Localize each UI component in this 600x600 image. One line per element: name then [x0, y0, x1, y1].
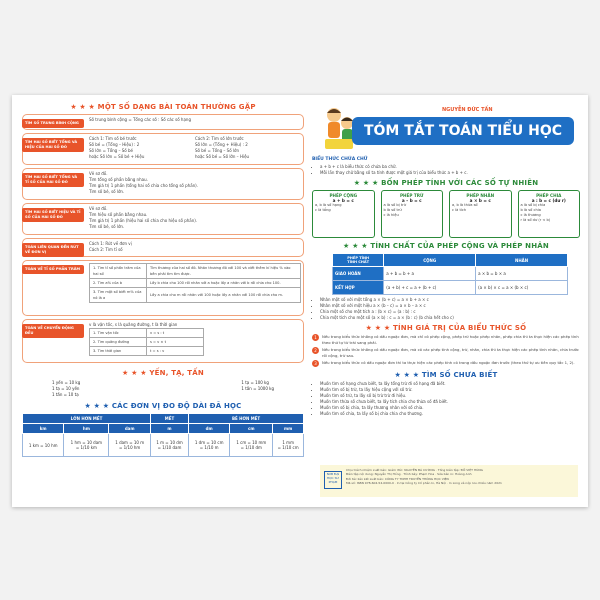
op-sub: PHÉP TRỪ a – b = c a là số bị trừ b là số trừ c là hiệu: [381, 190, 444, 238]
header: [312, 101, 580, 155]
section-title-problems: ★ ★ ★ MỘT SỐ DẠNG BÀI TOÁN THƯỜNG GẶP: [70, 103, 256, 111]
mass-units: 1 yến = 10 kg 1 tạ = 10 yến 1 tấn = 10 tạ 1 tạ = 100 kg 1 tấn = 1000 kg: [52, 380, 274, 397]
card-tag: TÌM HAI SỐ BIẾT TỔNG VÀ TỈ SỐ CỦA HAI SỐ ĐÓ: [22, 173, 84, 187]
op-mul: PHÉP NHÂN a × b = c a, b là thừa số c là tích: [449, 190, 512, 238]
card-tag: TOÁN VỀ TỈ SỐ PHẦN TRĂM: [22, 265, 84, 274]
page-title: TÓM TẮT TOÁN TIỂU HỌC: [352, 117, 574, 145]
subtitle-expression: BIỂU THỨC CHỨA CHỮ: [312, 157, 368, 162]
card-diff-ratio: TÌM HAI SỐ BIẾT HIỆU VÀ TỈ SỐ CỦA HAI SỐ ĐÓ Vẽ sơ đồ. Tìm hiệu số phần bằng nhau. Tìm giá trị 1 phần (hiệu hai số chia cho hiệu số phần). Tìm số bé, số lớn.: [22, 203, 304, 235]
op-div: PHÉP CHIA a : b = c (dư r) a là số bị chia b là số chia c là thương r là số dư (r < b): [518, 190, 581, 238]
length-units-table: LỚN HƠN MÉT MÉT BÉ HƠN MÉT km hm dam m dm cm mm 1 km = 10 hm 1 hm = 10 dam = 1/10 km 1 dam = 10 m = 1/10 hm 1 m = 10 dm = 1/10 dam 1 dm = 10 cm = 1/10 m 1 cm = 10 mm = 1/10 dm 1 mm = 1/10 cm: [22, 413, 304, 457]
operations: [312, 190, 580, 238]
author: NGUYỄN ĐỨC TẤN: [442, 107, 493, 113]
properties-table: PHÉP TÍNH TÍNH CHẤT CỘNG NHÂN GIAO HOÁN a + b = b + a a × b = b × a KẾT HỢP (a + b) + c = a + (b + c) (a × b) × c = a × (b × c): [332, 253, 568, 295]
section-title-length: ★ ★ ★ CÁC ĐƠN VỊ ĐO ĐỘ DÀI ĐÃ HỌC: [84, 402, 242, 410]
left-column: [22, 103, 304, 501]
card-percent: [22, 260, 304, 316]
card-sum-ratio: TÌM HAI SỐ BIẾT TỔNG VÀ TỈ SỐ CỦA HAI SỐ ĐÓ Vẽ sơ đồ. Tìm tổng số phần bằng nhau. Tìm giá trị 1 phần (tổng hai số chia cho tổng số phần). Tìm số bé, số lớn.: [22, 168, 304, 200]
publisher-logo-icon: NXB ĐẠI HỌC SƯ PHẠM: [324, 471, 342, 489]
unknown-rules: • Muốn tìm số hạng chưa biết, ta lấy tổng trừ đi số hạng đã biết. • Muốn tìm số bị trừ, ta lấy hiệu cộng với số trừ. • Muốn tìm số trừ, ta lấy số bị trừ trừ đi hiệu. • Muốn tìm thừa số chưa biết, ta lấy tích chia cho thừa số đã biết. • Muốn tìm số bị chia, ta lấy thương nhân với số chia. • Muốn tìm số chia, ta lấy số bị chia chia cho thương.: [312, 381, 580, 417]
section-title-unknown: ★ ★ ★ TÌM SỐ CHƯA BIẾT: [394, 371, 498, 379]
expression-list: • a + b + c là biểu thức có chứa ba chữ. • Mỗi lần thay chữ bằng số ta tính được một giá trị của biểu thức a + b + c.: [312, 164, 580, 176]
mul-rules: • Nhân một số với một tổng a × (b + c) = a × b + a × c • Nhân một số với một hiệu a × (b – c) = a × b – a × c • Chia một số cho một tích a : (b × c) = (a : b) : c • Chia một tích cho một số (a × b) : c = a × (b : c) (b chia hết cho c): [312, 297, 580, 321]
op-add: PHÉP CỘNG a + b = c a, b là số hạng c là tổng: [312, 190, 375, 238]
card-unit: TOÁN LIÊN QUAN ĐẾN RÚT VỀ ĐƠN VỊ Cách 1: Rút về đơn vị Cách 2: Tìm tỉ số: [22, 238, 304, 257]
kids-illustration-icon: [322, 103, 356, 153]
card-average: TÌM SỐ TRUNG BÌNH CỘNG Số trung bình cộng = Tổng các số : Số các số hạng: [22, 114, 304, 130]
expr-rule-1: 1 Nếu trong biểu thức không có dấu ngoặc đơn, mà chỉ có phép cộng, phép trừ hoặc phép nhân, phép chia thì ta thực hiện các phép tính theo thứ tự từ trái sang phải.: [312, 334, 580, 345]
card-tag: TÌM SỐ TRUNG BÌNH CỘNG: [22, 119, 84, 128]
right-column: [312, 101, 580, 501]
card-sum-diff: TÌM HAI SỐ BIẾT TỔNG VÀ HIỆU CỦA HAI SỐ ĐÓ Cách 1: Tìm số bé trước Số bé = (Tổng – Hiệu) : 2 Số lớn = Tổng – Số bé hoặc Số lớn = Số bé + Hiệu Cách 2: Tìm số lớn trước Số lớn = (Tổng + Hiệu) : 2 Số bé = Tổng – Số lớn hoặc Số bé = Số lớn – Hiệu: [22, 133, 304, 165]
section-title-props: ★ ★ ★ TÍNH CHẤT CỦA PHÉP CỘNG VÀ PHÉP NHÂN: [343, 242, 549, 250]
percent-table: 1. Tìm tỉ số phần trăm của hai số Tìm thương của hai số đó. Nhân thương đó với 100 và viết thêm kí hiệu % vào bên phải tìm tìm được. 2. Tìm a% của b Lấy b chia cho 100 rồi nhân với a hoặc lấy a nhân với b rồi chia cho 100. 3. Tìm một số biết m% của nó là a Lấy a chia cho m rồi nhân với 100 hoặc lấy a nhân với 100 rồi chia cho m.: [89, 263, 301, 303]
card-tag: TÌM HAI SỐ BIẾT TỔNG VÀ HIỆU CỦA HAI SỐ ĐÓ: [22, 138, 84, 152]
publisher-footer: NXB ĐẠI HỌC SƯ PHẠM Chịu trách nhiệm xuất bản: Giám đốc: NGUYỄN BÁ CƯỜNG · Tổng biên tập: ĐỖ VIỆT HÙNG Biên tập nội dung: Nguyễn Thị Hồng · Trình bày: Phạm Hoa · Sửa bản in: Hoàng Anh Đối tác liên kết xuất bản: CÔNG TY TNHH TRUYỀN THÔNG HỌC VIỆN Mã số: ISBN 978-604-54-0000-0 · In tại Công ty Cổ phần In, Hà Nội · In xong và nộp lưu chiểu năm 2021: [320, 465, 578, 497]
card-motion: TOÁN VỀ CHUYỂN ĐỘNG ĐỀU v là vận tốc, s là quãng đường, t là thời gian 1. Tìm vận tốc v = s : t 2. Tìm quãng đường s = v × t 3. Tìm thời gian t = s : v: [22, 319, 304, 363]
expr-rule-3: 3 Nếu trong biểu thức có dấu ngoặc đơn thì ta thực hiện các phép tính có trong dấu ngoặc đơn trước (theo thứ tự ưu tiên quy tắc 1, 2).: [312, 360, 580, 367]
section-title-expr: ★ ★ ★ TÍNH GIÁ TRỊ CỦA BIỂU THỨC SỐ: [365, 324, 527, 332]
poster: [12, 95, 588, 507]
motion-table: 1. Tìm vận tốc v = s : t 2. Tìm quãng đường s = v × t 3. Tìm thời gian t = s : v: [89, 328, 204, 356]
card-tag: TOÁN VỀ CHUYỂN ĐỘNG ĐỀU: [22, 324, 84, 338]
card-tag: TÌM HAI SỐ BIẾT HIỆU VÀ TỈ SỐ CỦA HAI SỐ ĐÓ: [22, 208, 84, 222]
card-tag: TOÁN LIÊN QUAN ĐẾN RÚT VỀ ĐƠN VỊ: [22, 243, 84, 257]
section-title-yen: ★ ★ ★ YẾN, TẠ, TẤN: [122, 369, 204, 377]
section-title-ops: ★ ★ ★ BỐN PHÉP TÍNH VỚI CÁC SỐ TỰ NHIÊN: [353, 179, 539, 187]
expr-rule-2: 2 Nếu trong biểu thức không có dấu ngoặc đơn, mà có các phép tính cộng, trừ, nhân, chia thì ta thực hiện các phép tính nhân, chia trước rồi cộng, trừ sau.: [312, 347, 580, 358]
